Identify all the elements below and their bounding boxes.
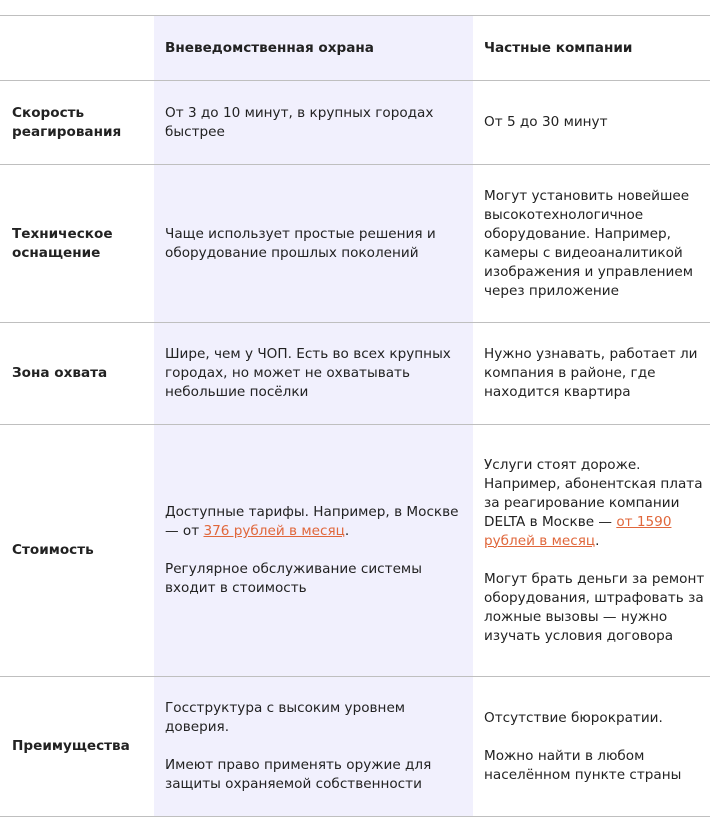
table-row	[0, 165, 710, 323]
price-link[interactable]: 376 рублей в месяц	[203, 523, 345, 539]
table-row	[0, 677, 710, 817]
cell-paragraph: Доступные тарифы. Например, в Москве — от 376 рублей в месяц.	[165, 504, 459, 539]
header-row	[0, 16, 710, 81]
header-cell-state-security: Вневедомственная охрана	[154, 16, 473, 81]
cell-paragraph: Отсутствие бюрократии.	[484, 709, 663, 726]
table-cell: Чаще использует простые решения и оборудование прошлых поколений	[154, 165, 473, 323]
table-cell	[154, 425, 473, 677]
header-cell-private-companies: Частные компании	[473, 16, 710, 81]
cell-paragraph: Госструктура с высоким уровнем доверия.	[165, 700, 406, 735]
price-link[interactable]: от 1590 рублей в месяц	[484, 513, 672, 549]
row-label: Скорость реагирования	[0, 81, 154, 165]
row-label: Преимущества	[0, 677, 154, 817]
comparison-table	[0, 15, 710, 817]
table-row	[0, 323, 710, 425]
row-label: Стоимость	[0, 425, 154, 677]
table-row	[0, 81, 710, 165]
table-cell: Нужно узнавать, работает ли компания в районе, где находится квартира	[473, 323, 710, 425]
cell-paragraph: Имеют право применять оружие для защиты охраняемой собственности	[165, 757, 432, 792]
table-cell	[473, 425, 710, 677]
cell-paragraph: Услуги стоят дороже. Например, абонентская плата за реагирование компании DELTA в Москве — от 1590 рублей в месяц.	[484, 456, 703, 549]
cell-paragraph: Могут брать деньги за ремонт оборудования, штрафовать за ложные вызовы — нужно изучать условия договора	[484, 570, 705, 644]
cell-paragraph: Можно найти в любом населённом пункте страны	[484, 747, 682, 783]
table-cell	[154, 677, 473, 817]
row-label: Техническое оснащение	[0, 165, 154, 323]
table-cell	[473, 677, 710, 817]
table-cell: От 5 до 30 минут	[473, 81, 710, 165]
table-cell: Шире, чем у ЧОП. Есть во всех крупных городах, но может не охватывать небольшие посёлки	[154, 323, 473, 425]
row-label: Зона охвата	[0, 323, 154, 425]
table-row	[0, 425, 710, 677]
table-cell: От 3 до 10 минут, в крупных городах быстрее	[154, 81, 473, 165]
header-empty-cell	[0, 16, 154, 81]
table-cell: Могут установить новейшее высокотехнологичное оборудование. Например, камеры с видеоаналитикой изображения и управлением через приложение	[473, 165, 710, 323]
cell-paragraph: Регулярное обслуживание системы входит в стоимость	[165, 561, 422, 596]
